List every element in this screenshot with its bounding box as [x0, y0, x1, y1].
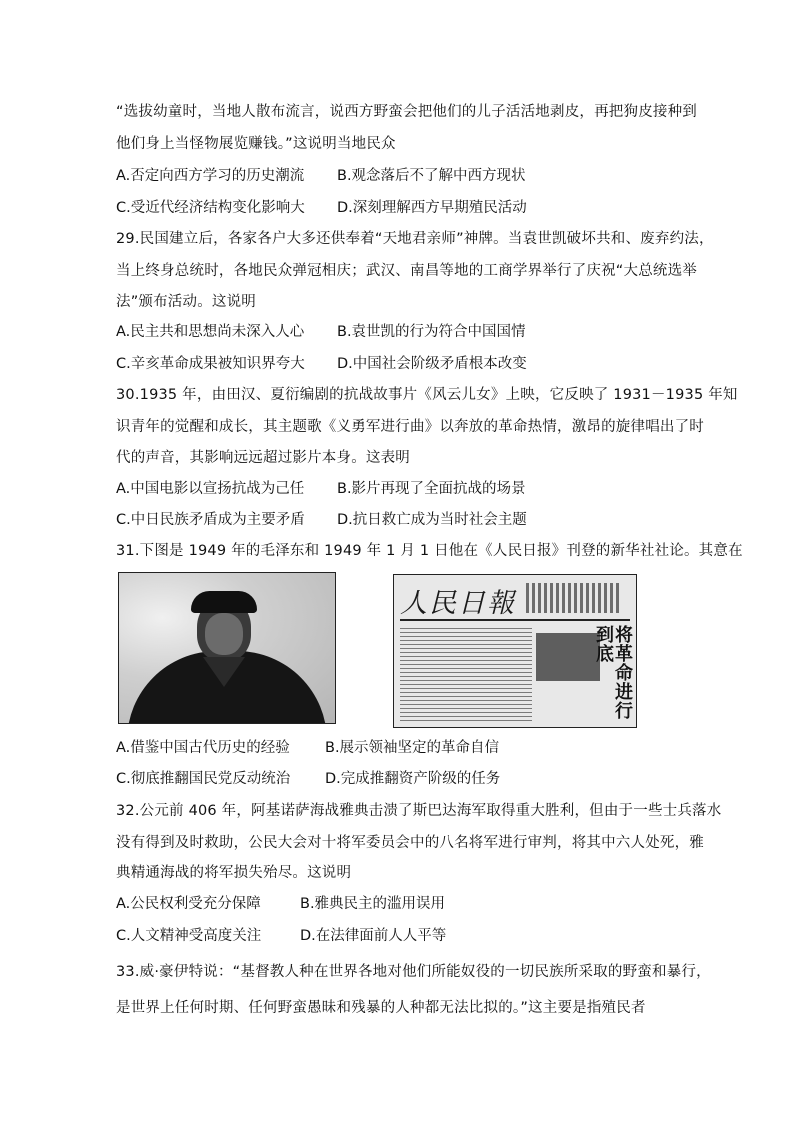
q32-option-d: D.在法律面前人人平等 [300, 928, 447, 944]
q30-option-d: D.抗日救亡成为当时社会主题 [337, 512, 527, 528]
q31-option-c: C.彻底推翻国民党反动统治 [116, 771, 291, 787]
q30-stem-line3: 代的声音，其影响远远超过影片本身。这表明 [116, 450, 410, 466]
q32-option-b: B.雅典民主的滥用误用 [300, 896, 446, 912]
q30-option-b: B.影片再现了全面抗战的场景 [337, 481, 526, 497]
q29-option-b: B.袁世凯的行为符合中国国情 [337, 324, 526, 340]
q29-option-c: C.辛亥革命成果被知识界夸大 [116, 356, 305, 372]
q33-stem-line2: 是世界上任何时期、任何野蛮愚昧和残暴的人种都无法比拟的。”这主要是指殖民者 [116, 1000, 646, 1016]
q30-stem-line2: 识青年的觉醒和成长，其主题歌《义勇军进行曲》以奔放的革命热情，激昂的旋律唱出了时 [116, 419, 704, 435]
newspaper-rule [400, 619, 630, 621]
q33-stem-line1: 33.威·豪伊特说：“基督教人种在世界各地对他们所能奴役的一切民族所采取的野蛮和暴行， [116, 964, 711, 980]
q32-stem-line2: 没有得到及时救助，公民大会对十将军委员会中的八名将军进行审判，将其中六人处死，雅 [116, 835, 704, 851]
q29-option-d: D.中国社会阶级矛盾根本改变 [337, 356, 527, 372]
newspaper-headline: 将革命进行到底 [593, 625, 633, 720]
q28-stem-line1: “选拔幼童时，当地人散布流言，说西方野蛮会把他们的儿子活活地剥皮，再把狗皮接种到 [116, 104, 698, 120]
q30-stem-line1: 30.1935 年，由田汉、夏衍编剧的抗战故事片《风云儿女》上映，它反映了 1931－1935 年知 [116, 387, 738, 403]
q32-stem-line3: 典精通海战的将军损失殆尽。这说明 [116, 865, 352, 881]
q28-option-b: B.观念落后不了解中西方现状 [337, 168, 526, 184]
q28-option-d: D.深刻理解西方早期殖民活动 [337, 200, 527, 216]
peoples-daily-newspaper-photo [393, 574, 637, 728]
q32-option-a: A.公民权利受充分保障 [116, 896, 261, 912]
mao-portrait-photo [118, 572, 336, 724]
newspaper-column-header [526, 583, 622, 613]
q30-option-a: A.中国电影以宣扬抗战为己任 [116, 481, 305, 497]
q31-option-b: B.展示领袖坚定的革命自信 [325, 740, 500, 756]
q31-stem-line1: 31.下图是 1949 年的毛泽东和 1949 年 1 月 1 日他在《人民日报》刊登的新华社社论。其意在 [116, 543, 743, 559]
q31-option-a: A.借鉴中国古代历史的经验 [116, 740, 290, 756]
newspaper-masthead: 人民日報 [400, 588, 516, 619]
q28-stem-line2: 他们身上当怪物展览赚钱。”这说明当地民众 [116, 136, 396, 152]
q30-option-c: C.中日民族矛盾成为主要矛盾 [116, 512, 305, 528]
newspaper-text-block [400, 625, 532, 721]
q28-option-a: A.否定向西方学习的历史潮流 [116, 168, 305, 184]
newspaper-image-block [536, 633, 600, 681]
q29-option-a: A.民主共和思想尚未深入人心 [116, 324, 305, 340]
q29-stem-line3: 法”颁布活动。这说明 [116, 294, 257, 310]
q29-stem-line2: 当上终身总统时，各地民众弹冠相庆；武汉、南昌等地的工商学界举行了庆祝“大总统选举 [116, 263, 698, 279]
q29-stem-line1: 29.民国建立后，各家各户大多还供奉着“天地君亲师”神牌。当袁世凯破坏共和、废弃约法， [116, 231, 714, 247]
q32-option-c: C.人文精神受高度关注 [116, 928, 262, 944]
q28-option-c: C.受近代经济结构变化影响大 [116, 200, 305, 216]
q31-option-d: D.完成推翻资产阶级的任务 [325, 771, 501, 787]
q32-stem-line1: 32.公元前 406 年，阿基诺萨海战雅典击溃了斯巴达海军取得重大胜利，但由于一些士兵落水 [116, 803, 722, 819]
